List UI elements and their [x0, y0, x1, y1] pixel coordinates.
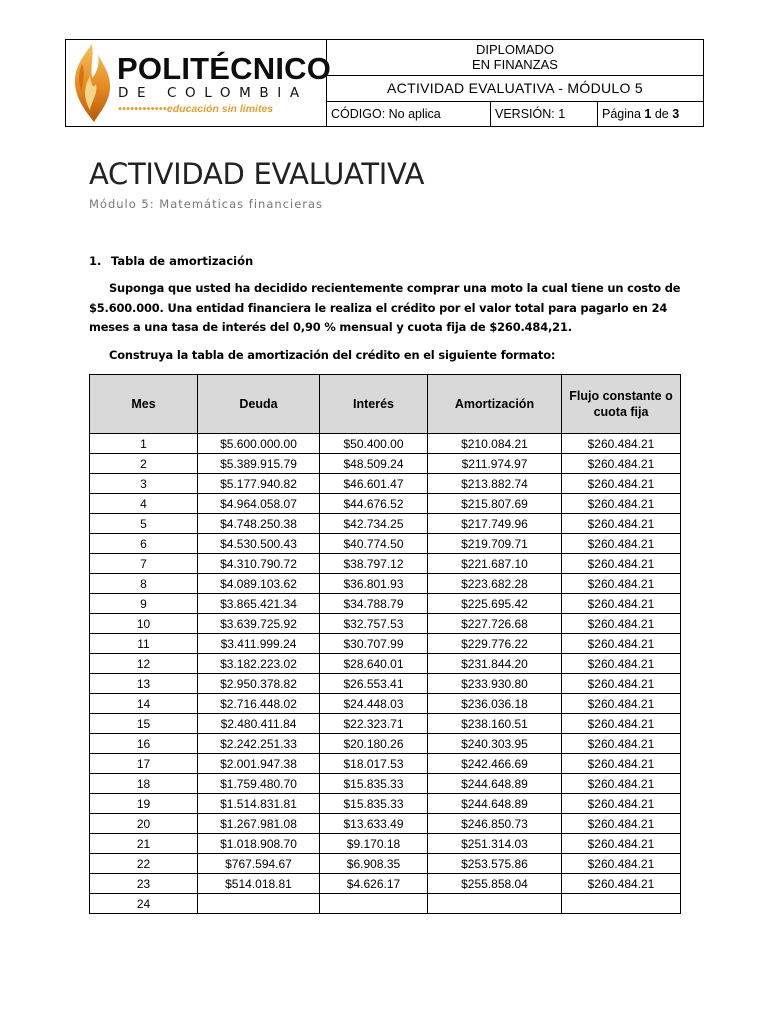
cell-deuda: $1.514.831.81	[198, 794, 320, 814]
cell-mes: 2	[90, 454, 198, 474]
header-title	[327, 40, 703, 76]
table-row	[90, 634, 681, 654]
cell-mes: 6	[90, 534, 198, 554]
cell-deuda: $3.182.223.02	[198, 654, 320, 674]
table-row	[90, 434, 681, 454]
table-row	[90, 854, 681, 874]
cell-deuda: $5.600.000.00	[198, 434, 320, 454]
cell-mes: 17	[90, 754, 198, 774]
cell-amortizacion: $221.687.10	[428, 554, 562, 574]
cell-mes: 7	[90, 554, 198, 574]
table-row	[90, 834, 681, 854]
cell-mes: 12	[90, 654, 198, 674]
cell-cuota: $260.484.21	[562, 674, 681, 694]
table-row	[90, 754, 681, 774]
cell-deuda: $2.242.251.33	[198, 734, 320, 754]
cell-interes: $34.788.79	[320, 594, 428, 614]
cell-amortizacion: $223.682.28	[428, 574, 562, 594]
cell-deuda: $3.639.725.92	[198, 614, 320, 634]
cell-interes: $15.835.33	[320, 794, 428, 814]
cell-deuda: $3.865.421.34	[198, 594, 320, 614]
cell-interes: $9.170.18	[320, 834, 428, 854]
table-row	[90, 654, 681, 674]
table-row	[90, 534, 681, 554]
header-amortizacion: Amortización	[428, 375, 562, 434]
table-row	[90, 554, 681, 574]
cell-deuda: $4.310.790.72	[198, 554, 320, 574]
cell-cuota: $260.484.21	[562, 834, 681, 854]
cell-mes: 24	[90, 894, 198, 914]
cell-cuota: $260.484.21	[562, 814, 681, 834]
cell-mes: 13	[90, 674, 198, 694]
cell-amortizacion: $244.648.89	[428, 794, 562, 814]
cell-deuda: $1.018.908.70	[198, 834, 320, 854]
cell-interes: $22.323.71	[320, 714, 428, 734]
cell-deuda: $767.594.67	[198, 854, 320, 874]
cell-deuda: $1.267.981.08	[198, 814, 320, 834]
cell-amortizacion: $231.844.20	[428, 654, 562, 674]
logo	[66, 40, 332, 126]
cell-deuda	[198, 894, 320, 914]
cell-cuota: $260.484.21	[562, 874, 681, 894]
header-page-number	[598, 102, 703, 126]
cell-interes: $46.601.47	[320, 474, 428, 494]
cell-amortizacion: $219.709.71	[428, 534, 562, 554]
cell-mes: 8	[90, 574, 198, 594]
cell-deuda: $5.177.940.82	[198, 474, 320, 494]
cell-amortizacion: $242.466.69	[428, 754, 562, 774]
header-subtitle: ACTIVIDAD EVALUATIVA - MÓDULO 5	[327, 76, 703, 102]
cell-amortizacion: $244.648.89	[428, 774, 562, 794]
cell-cuota: $260.484.21	[562, 514, 681, 534]
document-subtitle: Módulo 5: Matemáticas financieras	[89, 197, 324, 211]
table-row	[90, 874, 681, 894]
cell-cuota: $260.484.21	[562, 714, 681, 734]
section-heading	[89, 254, 253, 268]
cell-amortizacion: $227.726.68	[428, 614, 562, 634]
table-row	[90, 674, 681, 694]
table-row	[90, 574, 681, 594]
cell-interes: $42.734.25	[320, 514, 428, 534]
cell-mes: 18	[90, 774, 198, 794]
cell-deuda: $2.950.378.82	[198, 674, 320, 694]
cell-mes: 19	[90, 794, 198, 814]
table-row	[90, 894, 681, 914]
cell-amortizacion: $217.749.96	[428, 514, 562, 534]
header-mes: Mes	[90, 375, 198, 434]
cell-interes: $38.797.12	[320, 554, 428, 574]
cell-interes: $28.640.01	[320, 654, 428, 674]
cell-deuda: $4.089.103.62	[198, 574, 320, 594]
header-code: CÓDIGO: No aplica	[327, 102, 491, 126]
cell-amortizacion: $238.160.51	[428, 714, 562, 734]
table-row	[90, 614, 681, 634]
cell-cuota: $260.484.21	[562, 474, 681, 494]
cell-mes: 16	[90, 734, 198, 754]
table-row	[90, 734, 681, 754]
table-row	[90, 694, 681, 714]
cell-amortizacion: $229.776.22	[428, 634, 562, 654]
cell-mes: 14	[90, 694, 198, 714]
cell-mes: 22	[90, 854, 198, 874]
cell-mes: 3	[90, 474, 198, 494]
cell-mes: 20	[90, 814, 198, 834]
cell-mes: 21	[90, 834, 198, 854]
cell-amortizacion: $225.695.42	[428, 594, 562, 614]
cell-cuota: $260.484.21	[562, 634, 681, 654]
cell-amortizacion: $246.850.73	[428, 814, 562, 834]
cell-interes: $4.626.17	[320, 874, 428, 894]
cell-amortizacion: $251.314.03	[428, 834, 562, 854]
cell-mes: 1	[90, 434, 198, 454]
cell-interes: $40.774.50	[320, 534, 428, 554]
cell-cuota: $260.484.21	[562, 614, 681, 634]
logo-name: POLITÉCNICO	[117, 51, 332, 86]
page-current: 1	[644, 107, 652, 121]
cell-cuota: $260.484.21	[562, 574, 681, 594]
cell-mes: 15	[90, 714, 198, 734]
tagline-text: educación sin limites	[166, 103, 274, 115]
header-deuda: Deuda	[198, 375, 320, 434]
cell-interes: $48.509.24	[320, 454, 428, 474]
cell-cuota: $260.484.21	[562, 494, 681, 514]
problem-paragraph: Suponga que usted ha decidido recientemente comprar una moto la cual tiene un costo de $5.600.000. Una entidad financiera le realiza el crédito por el valor total para pagarlo en 24 meses a una tasa de interés del 0,90 % mensual y cuota fija de $260.484,21.	[89, 281, 681, 334]
section-number: 1.	[89, 254, 102, 268]
cell-amortizacion: $215.807.69	[428, 494, 562, 514]
page-prefix: Página	[602, 107, 641, 121]
cell-interes: $36.801.93	[320, 574, 428, 594]
cell-deuda: $3.411.999.24	[198, 634, 320, 654]
cell-cuota: $260.484.21	[562, 854, 681, 874]
cell-deuda: $514.018.81	[198, 874, 320, 894]
cell-cuota: $260.484.21	[562, 534, 681, 554]
cell-interes: $13.633.49	[320, 814, 428, 834]
table-header-row	[90, 375, 681, 434]
cell-cuota: $260.484.21	[562, 694, 681, 714]
cell-deuda: $2.001.947.38	[198, 754, 320, 774]
cell-interes: $20.180.26	[320, 734, 428, 754]
cell-amortizacion: $210.084.21	[428, 434, 562, 454]
cell-mes: 9	[90, 594, 198, 614]
cell-cuota: $260.484.21	[562, 734, 681, 754]
cell-mes: 23	[90, 874, 198, 894]
cell-deuda: $4.530.500.43	[198, 534, 320, 554]
cell-amortizacion: $233.930.80	[428, 674, 562, 694]
table-row	[90, 474, 681, 494]
cell-deuda: $2.716.448.02	[198, 694, 320, 714]
cell-interes: $50.400.00	[320, 434, 428, 454]
cell-interes: $30.707.99	[320, 634, 428, 654]
header-title-line1: DIPLOMADO	[475, 42, 554, 57]
cell-cuota: $260.484.21	[562, 774, 681, 794]
cell-deuda: $4.964.058.07	[198, 494, 320, 514]
cell-interes	[320, 894, 428, 914]
table-row	[90, 794, 681, 814]
header-interes: Interés	[320, 375, 428, 434]
cell-interes: $26.553.41	[320, 674, 428, 694]
cell-cuota: $260.484.21	[562, 754, 681, 774]
logo-subname: DE COLOMBIA	[118, 85, 308, 101]
cell-mes: 4	[90, 494, 198, 514]
header-version: VERSIÓN: 1	[491, 102, 598, 126]
cell-amortizacion	[428, 894, 562, 914]
cell-deuda: $4.748.250.38	[198, 514, 320, 534]
document-header	[65, 39, 704, 127]
table-row	[90, 494, 681, 514]
cell-interes: $44.676.52	[320, 494, 428, 514]
cell-deuda: $2.480.411.84	[198, 714, 320, 734]
instruction-text: Construya la tabla de amortización del crédito en el siguiente formato:	[109, 348, 556, 362]
tagline-dots: ••••••••••••	[118, 103, 167, 115]
amortization-table	[89, 374, 681, 914]
cell-amortizacion: $253.575.86	[428, 854, 562, 874]
cell-interes: $24.448.03	[320, 694, 428, 714]
header-title-line2: EN FINANZAS	[472, 57, 558, 72]
cell-interes: $15.835.33	[320, 774, 428, 794]
cell-amortizacion: $211.974.97	[428, 454, 562, 474]
cell-interes: $18.017.53	[320, 754, 428, 774]
flame-logo-icon	[70, 42, 114, 124]
logo-tagline	[118, 103, 273, 115]
table-row	[90, 714, 681, 734]
page-of: de	[654, 107, 669, 121]
cell-interes: $6.908.35	[320, 854, 428, 874]
cell-deuda: $5.389.915.79	[198, 454, 320, 474]
cell-mes: 10	[90, 614, 198, 634]
table-row	[90, 514, 681, 534]
cell-cuota: $260.484.21	[562, 594, 681, 614]
cell-amortizacion: $213.882.74	[428, 474, 562, 494]
document-title: ACTIVIDAD EVALUATIVA	[89, 157, 425, 191]
cell-cuota: $260.484.21	[562, 794, 681, 814]
table-row	[90, 774, 681, 794]
cell-cuota: $260.484.21	[562, 554, 681, 574]
table-body	[90, 434, 681, 914]
header-cuota-fija: Flujo constante o cuota fija	[562, 375, 681, 434]
table-row	[90, 594, 681, 614]
cell-mes: 11	[90, 634, 198, 654]
cell-amortizacion: $255.858.04	[428, 874, 562, 894]
cell-amortizacion: $240.303.95	[428, 734, 562, 754]
cell-mes: 5	[90, 514, 198, 534]
cell-cuota	[562, 894, 681, 914]
cell-amortizacion: $236.036.18	[428, 694, 562, 714]
section-title: Tabla de amortización	[111, 254, 254, 268]
cell-cuota: $260.484.21	[562, 654, 681, 674]
cell-cuota: $260.484.21	[562, 434, 681, 454]
page-total: 3	[672, 107, 680, 121]
table-row	[90, 454, 681, 474]
table-row	[90, 814, 681, 834]
cell-interes: $32.757.53	[320, 614, 428, 634]
cell-cuota: $260.484.21	[562, 454, 681, 474]
cell-deuda: $1.759.480.70	[198, 774, 320, 794]
